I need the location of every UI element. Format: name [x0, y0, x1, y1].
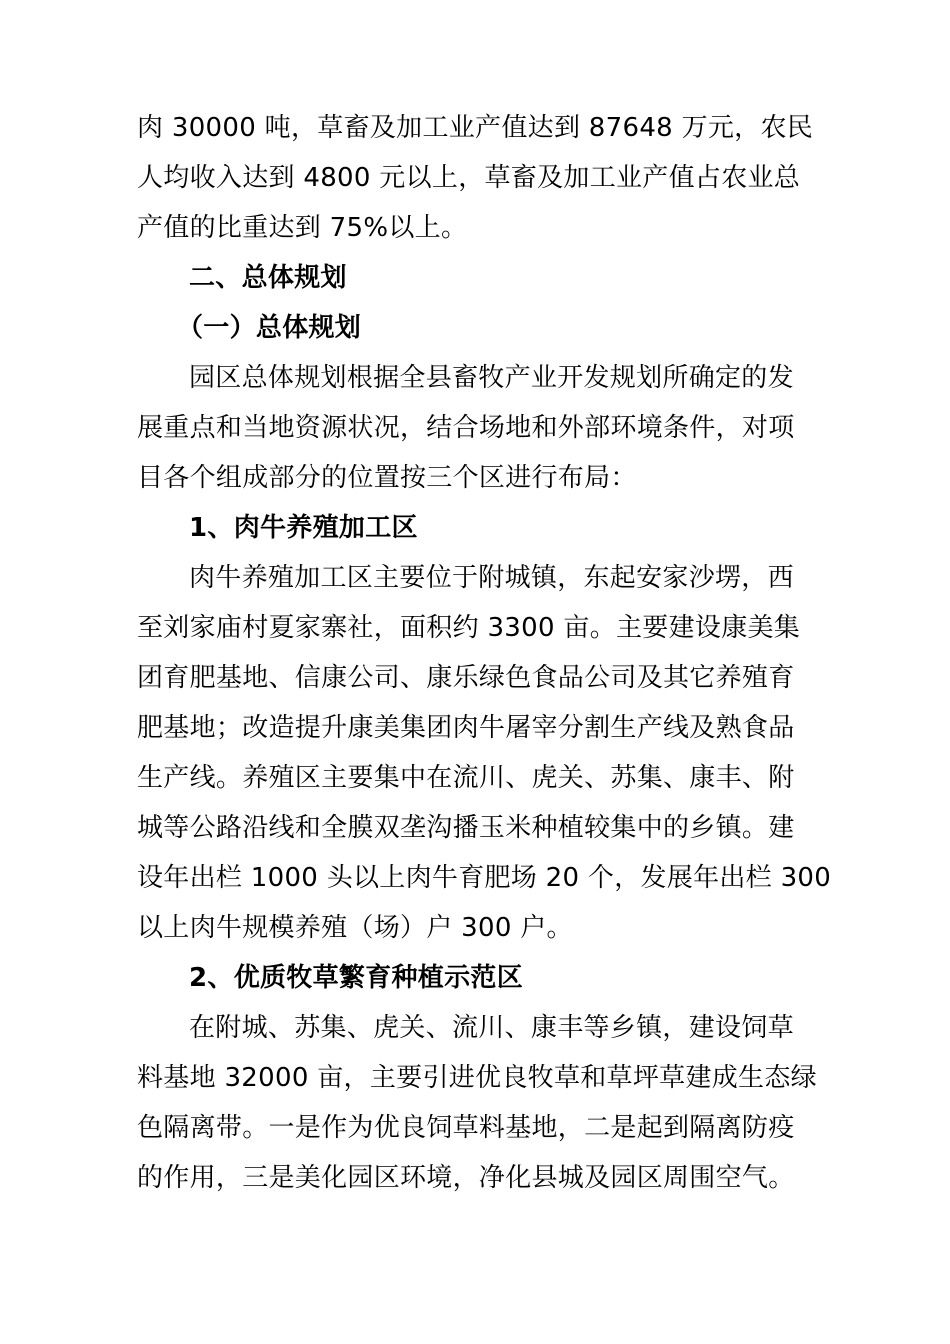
paragraph-line: 在附城、苏集、虎关、流川、康丰等乡镇，建设饲草	[189, 1013, 794, 1043]
paragraph-line: 展重点和当地资源状况，结合场地和外部环境条件，对项	[137, 413, 795, 443]
paragraph-line: 至刘家庙村夏家寨社，面积约 3300 亩。主要建设康美集	[137, 613, 801, 643]
paragraph-line: 设年出栏 1000 头以上肉牛育肥场 20 个，发展年出栏 300	[137, 863, 831, 893]
subsection-heading: （一）总体规划	[177, 313, 362, 343]
item-heading: 1、肉牛养殖加工区	[189, 513, 418, 543]
paragraph-line: 目各个组成部分的位置按三个区进行布局：	[137, 463, 637, 493]
paragraph-line: 生产线。养殖区主要集中在流川、虎关、苏集、康丰、附	[137, 763, 795, 793]
document-page	[137, 103, 831, 1203]
paragraph-line: 肉 30000 吨，草畜及加工业产值达到 87648 万元，农民	[137, 113, 814, 143]
paragraph-line: 团育肥基地、信康公司、康乐绿色食品公司及其它养殖育	[137, 663, 795, 693]
paragraph-line: 肉牛养殖加工区主要位于附城镇，东起安家沙塄，西	[189, 563, 794, 593]
paragraph-line: 产值的比重达到 75%以上。	[137, 213, 468, 243]
item-heading: 2、优质牧草繁育种植示范区	[189, 963, 523, 993]
paragraph-line: 人均收入达到 4800 元以上，草畜及加工业产值占农业总	[137, 163, 801, 193]
paragraph-line: 肥基地；改造提升康美集团肉牛屠宰分割生产线及熟食品	[137, 713, 795, 743]
paragraph-line: 园区总体规划根据全县畜牧产业开发规划所确定的发	[189, 363, 794, 393]
paragraph-line: 的作用，三是美化园区环境，净化县城及园区周围空气。	[137, 1163, 795, 1193]
paragraph-line: 色隔离带。一是作为优良饲草料基地，二是起到隔离防疫	[137, 1113, 795, 1143]
section-heading: 二、总体规划	[189, 263, 347, 293]
paragraph-line: 料基地 32000 亩，主要引进优良牧草和草坪草建成生态绿	[137, 1063, 817, 1093]
paragraph-line: 城等公路沿线和全膜双垄沟播玉米种植较集中的乡镇。建	[137, 813, 795, 843]
paragraph-line: 以上肉牛规模养殖（场）户 300 户。	[137, 913, 573, 943]
